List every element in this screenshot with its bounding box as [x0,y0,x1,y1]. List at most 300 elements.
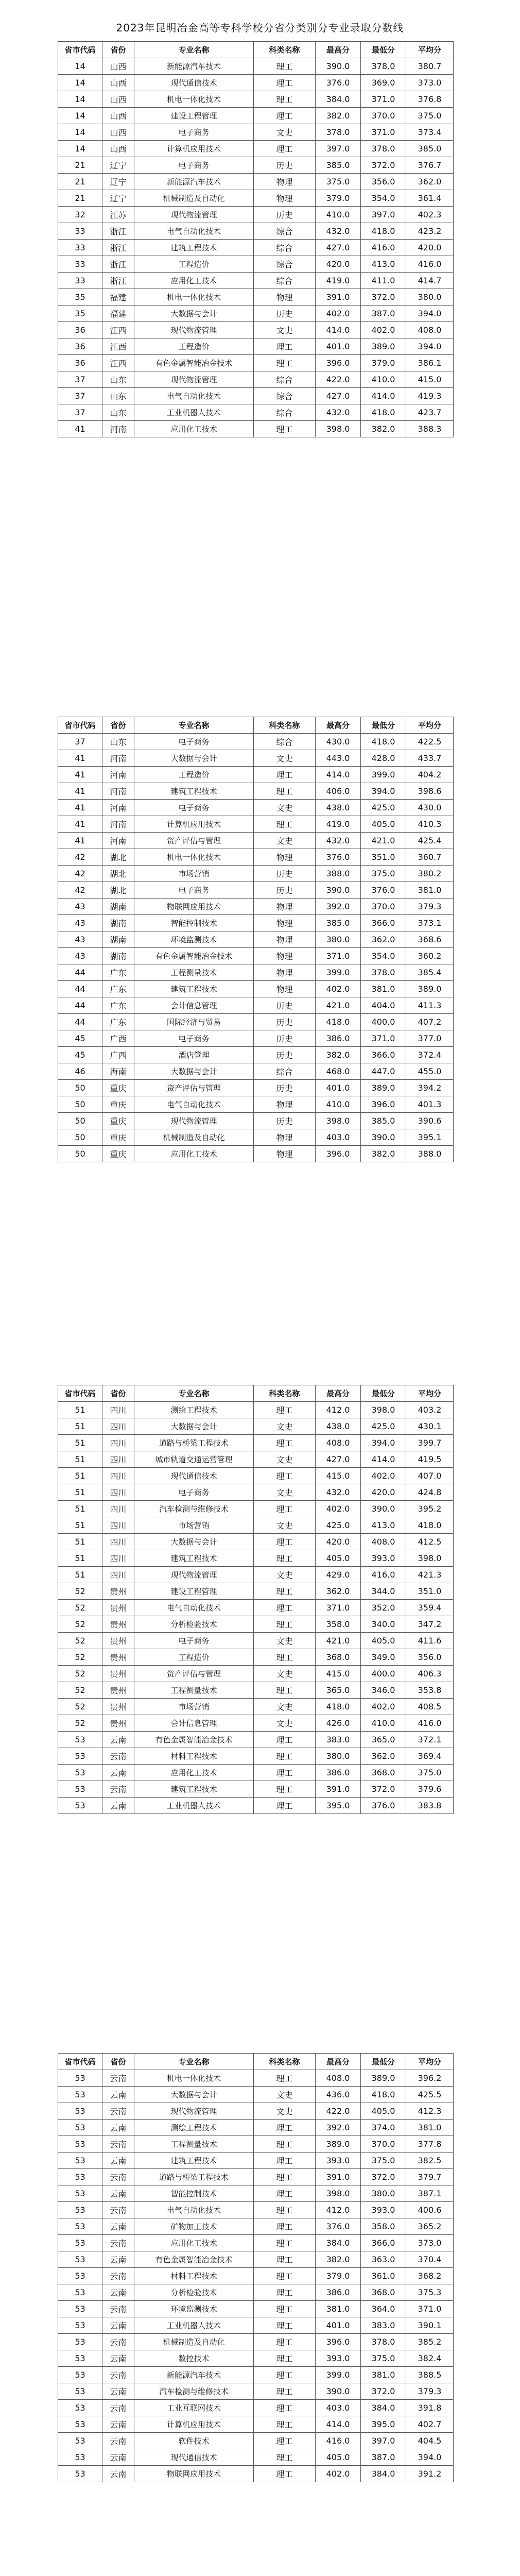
table-row [58,240,454,256]
category-cell: 物理 [254,899,316,915]
province-code-cell: 14 [58,124,102,141]
min-score-cell: 416.0 [361,240,406,256]
major-cell: 工程造价 [134,338,254,355]
major-cell: 应用化工技术 [134,421,254,437]
avg-score-cell: 411.3 [406,997,454,1014]
category-cell: 文史 [254,1715,316,1732]
min-score-cell: 387.0 [361,306,406,322]
header-category: 科类名称 [254,2054,316,2070]
min-score-cell: 418.0 [361,404,406,421]
category-cell: 理工 [254,2169,316,2185]
province-cell: 云南 [102,1732,134,1748]
major-cell: 市场营销 [134,1699,254,1715]
avg-score-cell: 375.0 [406,108,454,124]
province-code-cell: 14 [58,108,102,124]
avg-score-cell: 408.0 [406,322,454,338]
province-code-cell: 53 [58,2136,102,2153]
category-cell: 理工 [254,2070,316,2087]
avg-score-cell: 372.1 [406,1732,454,1748]
major-cell: 现代物流管理 [134,322,254,338]
major-cell: 机电一体化技术 [134,849,254,866]
province-code-cell: 52 [58,1699,102,1715]
category-cell: 历史 [254,1030,316,1047]
table-row [58,1649,454,1666]
avg-score-cell: 377.0 [406,1030,454,1047]
province-code-cell: 44 [58,981,102,997]
major-cell: 电气自动化技术 [134,2202,254,2218]
province-code-cell: 42 [58,849,102,866]
avg-score-cell: 380.7 [406,58,454,75]
major-cell: 电气自动化技术 [134,223,254,240]
avg-score-cell: 382.5 [406,2153,454,2169]
min-score-cell: 368.0 [361,2284,406,2301]
major-cell: 汽车检测与维修技术 [134,1501,254,1517]
avg-score-cell: 425.5 [406,2087,454,2103]
header-major: 专业名称 [134,42,254,58]
major-cell: 新能源汽车技术 [134,58,254,75]
max-score-cell: 432.0 [316,223,361,240]
table-row [58,1129,454,1146]
avg-score-cell: 430.0 [406,800,454,816]
province-cell: 四川 [102,1567,134,1583]
table-header-row [58,2054,454,2070]
province-cell: 四川 [102,1435,134,1451]
category-cell: 理工 [254,1682,316,1699]
province-cell: 云南 [102,1748,134,1765]
province-code-cell: 53 [58,1781,102,1798]
province-cell: 广西 [102,1030,134,1047]
page-title [0,2005,520,2046]
avg-score-cell: 399.7 [406,1435,454,1451]
max-score-cell: 412.0 [316,2202,361,2218]
category-cell: 理工 [254,2449,316,2466]
category-cell: 理工 [254,783,316,800]
province-code-cell: 53 [58,2087,102,2103]
min-score-cell: 366.0 [361,2235,406,2251]
max-score-cell: 410.0 [316,207,361,223]
category-cell: 物理 [254,174,316,190]
max-score-cell: 384.0 [316,2235,361,2251]
header-category: 科类名称 [254,1385,316,1402]
min-score-cell: 352.0 [361,1600,406,1616]
major-cell: 分析检验技术 [134,2284,254,2301]
min-score-cell: 393.0 [361,2202,406,2218]
category-cell: 历史 [254,866,316,882]
table-row [58,1096,454,1113]
province-cell: 广西 [102,1047,134,1063]
province-code-cell: 44 [58,1014,102,1030]
major-cell: 机电一体化技术 [134,289,254,306]
avg-score-cell: 380.0 [406,289,454,306]
major-cell: 环境监测技术 [134,2301,254,2317]
province-code-cell: 52 [58,1633,102,1649]
avg-score-cell: 414.7 [406,273,454,289]
min-score-cell: 413.0 [361,256,406,273]
major-cell: 现代物流管理 [134,371,254,388]
category-cell: 物理 [254,190,316,207]
table-row [58,2416,454,2433]
avg-score-cell: 361.4 [406,190,454,207]
category-cell: 物理 [254,981,316,997]
max-score-cell: 390.0 [316,882,361,899]
major-cell: 机械制造及自动化 [134,190,254,207]
min-score-cell: 363.0 [361,2251,406,2268]
major-cell: 现代通信技术 [134,2449,254,2466]
min-score-cell: 356.0 [361,174,406,190]
category-cell: 历史 [254,1113,316,1129]
avg-score-cell: 425.4 [406,833,454,849]
header-avg-score: 平均分 [406,717,454,734]
province-code-cell: 44 [58,964,102,981]
province-code-cell: 41 [58,833,102,849]
table-row [58,833,454,849]
province-code-cell: 41 [58,783,102,800]
province-code-cell: 52 [58,1715,102,1732]
table-row [58,1435,454,1451]
table-row [58,1567,454,1583]
table-row [58,849,454,866]
province-cell: 湖北 [102,849,134,866]
major-cell: 大数据与会计 [134,306,254,322]
table-row [58,1030,454,1047]
province-code-cell: 53 [58,2153,102,2169]
major-cell: 软件技术 [134,2433,254,2449]
major-cell: 城市轨道交通运营管理 [134,1451,254,1468]
major-cell: 机械制造及自动化 [134,1129,254,1146]
min-score-cell: 358.0 [361,2218,406,2235]
table-row [58,2334,454,2350]
province-code-cell: 51 [58,1468,102,1484]
province-code-cell: 43 [58,948,102,964]
table-row [58,1682,454,1699]
province-cell: 河南 [102,783,134,800]
min-score-cell: 398.0 [361,1402,406,1418]
province-cell: 四川 [102,1484,134,1501]
major-cell: 新能源汽车技术 [134,2367,254,2383]
avg-score-cell: 368.6 [406,931,454,948]
province-cell: 贵州 [102,1583,134,1600]
avg-score-cell: 373.4 [406,124,454,141]
avg-score-cell: 347.2 [406,1616,454,1633]
table-row [58,2169,454,2185]
table-row [58,948,454,964]
avg-score-cell: 396.2 [406,2070,454,2087]
table-row [58,306,454,322]
avg-score-cell: 373.0 [406,75,454,91]
max-score-cell: 380.0 [316,1748,361,1765]
header-major: 专业名称 [134,2054,254,2070]
max-score-cell: 406.0 [316,783,361,800]
max-score-cell: 392.0 [316,2120,361,2136]
table-row [58,1014,454,1030]
min-score-cell: 340.0 [361,1616,406,1633]
min-score-cell: 344.0 [361,1583,406,1600]
province-code-cell: 36 [58,322,102,338]
min-score-cell: 414.0 [361,388,406,404]
major-cell: 电子商务 [134,734,254,750]
major-cell: 智能控制技术 [134,915,254,931]
major-cell: 测绘工程技术 [134,2120,254,2136]
header-category: 科类名称 [254,42,316,58]
major-cell: 资产评估与管理 [134,1080,254,1096]
province-code-cell: 53 [58,2284,102,2301]
province-cell: 贵州 [102,1715,134,1732]
max-score-cell: 376.0 [316,849,361,866]
province-cell: 重庆 [102,1096,134,1113]
min-score-cell: 364.0 [361,2301,406,2317]
province-code-cell: 53 [58,2235,102,2251]
major-cell: 应用化工技术 [134,2235,254,2251]
min-score-cell: 408.0 [361,1534,406,1550]
max-score-cell: 416.0 [316,2433,361,2449]
max-score-cell: 422.0 [316,371,361,388]
avg-score-cell: 423.7 [406,404,454,421]
province-cell: 河南 [102,833,134,849]
max-score-cell: 384.0 [316,91,361,108]
major-cell: 计算机应用技术 [134,816,254,833]
province-code-cell: 41 [58,767,102,783]
category-cell: 历史 [254,1047,316,1063]
category-cell: 理工 [254,1616,316,1633]
avg-score-cell: 412.3 [406,2103,454,2120]
table-row [58,2185,454,2202]
province-code-cell: 52 [58,1583,102,1600]
max-score-cell: 418.0 [316,1014,361,1030]
max-score-cell: 408.0 [316,2070,361,2087]
province-code-cell: 21 [58,174,102,190]
table-row [58,2466,454,2482]
max-score-cell: 429.0 [316,1567,361,1583]
min-score-cell: 366.0 [361,915,406,931]
table-row [58,141,454,157]
province-cell: 重庆 [102,1129,134,1146]
table-row [58,882,454,899]
category-cell: 理工 [254,1402,316,1418]
table-row [58,1484,454,1501]
avg-score-cell: 377.8 [406,2136,454,2153]
category-cell: 综合 [254,273,316,289]
province-cell: 山西 [102,141,134,157]
category-cell: 理工 [254,1649,316,1666]
min-score-cell: 400.0 [361,1014,406,1030]
province-code-cell: 50 [58,1146,102,1162]
major-cell: 会计信息管理 [134,997,254,1014]
table-row [58,2317,454,2334]
max-score-cell: 381.0 [316,2301,361,2317]
province-code-cell: 41 [58,800,102,816]
max-score-cell: 427.0 [316,1451,361,1468]
max-score-cell: 376.0 [316,2218,361,2235]
header-max-score: 最高分 [316,717,361,734]
min-score-cell: 371.0 [361,124,406,141]
major-cell: 应用化工技术 [134,1146,254,1162]
province-cell: 四川 [102,1418,134,1435]
max-score-cell: 362.0 [316,1583,361,1600]
table-row [58,1451,454,1468]
header-avg-score: 平均分 [406,2054,454,2070]
min-score-cell: 384.0 [361,2400,406,2416]
avg-score-cell: 404.5 [406,2433,454,2449]
max-score-cell: 414.0 [316,2416,361,2433]
table-row [58,1550,454,1567]
major-cell: 电子商务 [134,124,254,141]
max-score-cell: 426.0 [316,1715,361,1732]
province-cell: 湖南 [102,948,134,964]
province-cell: 云南 [102,2466,134,2482]
province-code-cell: 53 [58,2416,102,2433]
table-row [58,124,454,141]
province-cell: 山东 [102,371,134,388]
province-cell: 贵州 [102,1699,134,1715]
avg-score-cell: 381.0 [406,2120,454,2136]
category-cell: 综合 [254,734,316,750]
province-cell: 云南 [102,2235,134,2251]
min-score-cell: 414.0 [361,1451,406,1468]
avg-score-cell: 407.2 [406,1014,454,1030]
table-row [58,2367,454,2383]
max-score-cell: 412.0 [316,1402,361,1418]
province-cell: 云南 [102,2120,134,2136]
province-cell: 四川 [102,1517,134,1534]
table-row [58,1113,454,1129]
min-score-cell: 384.0 [361,2466,406,2482]
header-min-score: 最低分 [361,2054,406,2070]
max-score-cell: 419.0 [316,816,361,833]
max-score-cell: 421.0 [316,1633,361,1649]
avg-score-cell: 406.3 [406,1666,454,1682]
province-cell: 广东 [102,1014,134,1030]
major-cell: 测绘工程技术 [134,1402,254,1418]
province-code-cell: 53 [58,2350,102,2367]
province-code-cell: 41 [58,750,102,767]
min-score-cell: 370.0 [361,899,406,915]
max-score-cell: 386.0 [316,2284,361,2301]
province-code-cell: 53 [58,2301,102,2317]
table-row [58,404,454,421]
avg-score-cell: 362.0 [406,174,454,190]
major-cell: 大数据与会计 [134,2087,254,2103]
province-code-cell: 41 [58,421,102,437]
major-cell: 建设工程管理 [134,1583,254,1600]
min-score-cell: 362.0 [361,1748,406,1765]
province-code-cell: 52 [58,1600,102,1616]
table-row [58,58,454,75]
province-code-cell: 53 [58,2218,102,2235]
province-code-cell: 50 [58,1080,102,1096]
category-cell: 历史 [254,997,316,1014]
header-province-code: 省市代码 [58,2054,102,2070]
province-cell: 云南 [102,2350,134,2367]
min-score-cell: 394.0 [361,783,406,800]
min-score-cell: 378.0 [361,964,406,981]
province-code-cell: 53 [58,2449,102,2466]
avg-score-cell: 391.8 [406,2400,454,2416]
table-row [58,371,454,388]
province-cell: 海南 [102,1063,134,1080]
table-row [58,1600,454,1616]
major-cell: 现代通信技术 [134,1468,254,1484]
max-score-cell: 386.0 [316,1765,361,1781]
category-cell: 历史 [254,306,316,322]
major-cell: 电气自动化技术 [134,1600,254,1616]
province-cell: 云南 [102,2202,134,2218]
province-cell: 河南 [102,767,134,783]
major-cell: 工程测量技术 [134,1682,254,1699]
major-cell: 建筑工程技术 [134,2153,254,2169]
min-score-cell: 421.0 [361,833,406,849]
category-cell: 理工 [254,2185,316,2202]
table-row [58,1418,454,1435]
table-row [58,997,454,1014]
province-cell: 贵州 [102,1600,134,1616]
max-score-cell: 402.0 [316,981,361,997]
category-cell: 理工 [254,2383,316,2400]
avg-score-cell: 351.0 [406,1583,454,1600]
major-cell: 电子商务 [134,1633,254,1649]
major-cell: 市场营销 [134,866,254,882]
province-cell: 云南 [102,2433,134,2449]
province-code-cell: 51 [58,1484,102,1501]
table-row [58,1501,454,1517]
min-score-cell: 397.0 [361,207,406,223]
province-cell: 浙江 [102,273,134,289]
table-row [58,1666,454,1682]
admission-score-table [58,41,454,437]
admission-score-table [58,2053,454,2482]
province-cell: 四川 [102,1451,134,1468]
header-province: 省份 [102,1385,134,1402]
province-cell: 辽宁 [102,190,134,207]
avg-score-cell: 373.0 [406,2235,454,2251]
table-row [58,256,454,273]
max-score-cell: 419.0 [316,273,361,289]
min-score-cell: 381.0 [361,981,406,997]
province-cell: 贵州 [102,1682,134,1699]
province-cell: 山西 [102,91,134,108]
table-row [58,1633,454,1649]
province-code-cell: 51 [58,1402,102,1418]
category-cell: 理工 [254,1765,316,1781]
max-score-cell: 391.0 [316,1781,361,1798]
max-score-cell: 395.0 [316,1798,361,1814]
category-cell: 文史 [254,1699,316,1715]
category-cell: 理工 [254,2416,316,2433]
province-code-cell: 53 [58,2202,102,2218]
avg-score-cell: 381.0 [406,882,454,899]
avg-score-cell: 455.0 [406,1063,454,1080]
province-cell: 云南 [102,2416,134,2433]
category-cell: 文史 [254,1633,316,1649]
avg-score-cell: 379.3 [406,899,454,915]
max-score-cell: 398.0 [316,1113,361,1129]
document-page [0,2005,520,2576]
max-score-cell: 414.0 [316,322,361,338]
province-cell: 云南 [102,2251,134,2268]
category-cell: 文史 [254,1517,316,1534]
category-cell: 文史 [254,1567,316,1583]
avg-score-cell: 373.1 [406,915,454,931]
max-score-cell: 379.0 [316,190,361,207]
max-score-cell: 443.0 [316,750,361,767]
table-row [58,750,454,767]
avg-score-cell: 360.7 [406,849,454,866]
header-min-score: 最低分 [361,717,406,734]
province-cell: 江西 [102,338,134,355]
major-cell: 应用化工技术 [134,273,254,289]
province-code-cell: 51 [58,1501,102,1517]
min-score-cell: 397.0 [361,2433,406,2449]
table-row [58,2350,454,2367]
